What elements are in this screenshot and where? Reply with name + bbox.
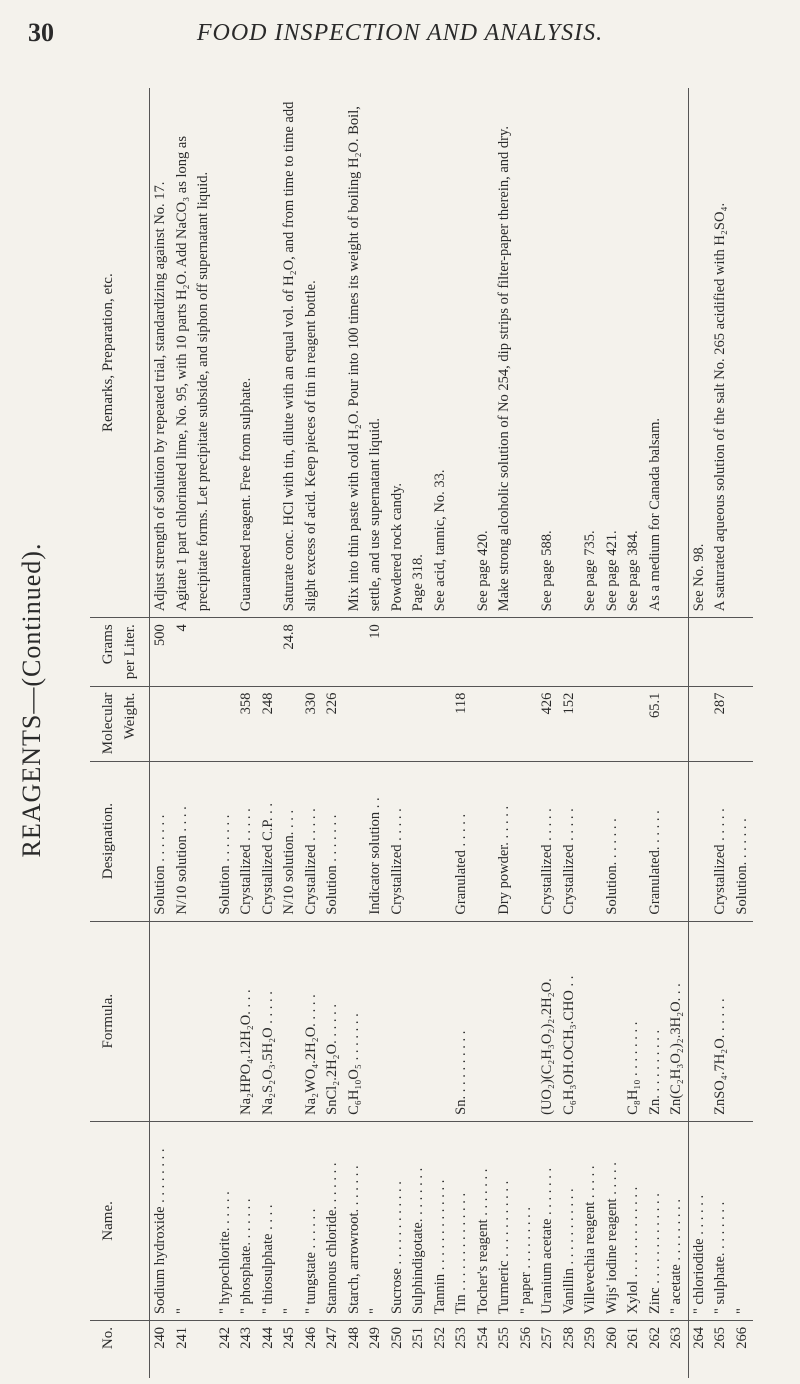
- table-row: [150, 88, 237, 1378]
- cell-grams: 10: [344, 618, 387, 686]
- cell-remarks: See page 588. See page 735. See page 421. See page 384. As a medium for Canada balsam.: [516, 88, 689, 618]
- cell-grams: 24.8: [236, 618, 344, 686]
- cell-grams: [688, 618, 753, 686]
- table-row: [688, 88, 753, 1378]
- cell-name: Starch, arrowroot. . . . . . . ": [344, 1121, 387, 1320]
- header-grams-per-liter: Grams per Liter.: [90, 618, 150, 686]
- reagents-table-rotated: [90, 88, 780, 1378]
- table-row: [516, 88, 689, 1378]
- cell-molecular-weight: 118: [387, 686, 516, 761]
- cell-name: " paper . . . . . . . . . Uranium acetate . . . . . . . Vanillin . . . . . . . . . . . Villevechia reagent . . . . . Wijs' iodine reagent . . . . . Xylol . . . . . . . . . . . . . Zinc . . . . . . . . . . . . . " acetate . . . . . . . . .: [516, 1121, 689, 1320]
- header-molecular-weight: Molecular Weight.: [90, 686, 150, 761]
- header-designation: Designation.: [90, 761, 150, 921]
- side-title: REAGENTS—(Continued).: [17, 542, 46, 858]
- header-formula: Formula.: [90, 921, 150, 1121]
- header-row: [90, 88, 150, 1378]
- cell-grams: [516, 618, 689, 686]
- cell-designation: Crystallized . . . . . Crystallized C.P. . . N/10 solution. . . . Crystallized . . . . . Solution . . . . . . .: [236, 761, 344, 921]
- cell-formula: ZnSO₄.7H₂O. . . . . .: [688, 921, 753, 1121]
- table-row: [344, 88, 387, 1378]
- cell-name: " chloriodide . . . . . . " sulphate. . . . . . . . ": [688, 1121, 753, 1320]
- cell-remarks: See No. 98. A saturated aqueous solution of the salt No. 265 acidified with H₂SO₄.: [688, 88, 753, 618]
- cell-name: Sodium hydroxide . . . . . . . . " " hypochlorite. . . . . .: [150, 1121, 237, 1320]
- cell-no: 248 249: [345, 1326, 383, 1349]
- reagents-table: [90, 88, 753, 1378]
- cell-name: " phosphate. . . . . . . " thiosulphate . . . . " " tungstate . . . . . . Stannous chloride. . . . . . .: [236, 1121, 344, 1320]
- cell-molecular-weight: [344, 686, 387, 761]
- header-no: No.: [90, 1320, 150, 1378]
- cell-remarks: Mix into thin paste with cold H₂O. Pour into 100 times its weight of boiling H₂O. Boil, settle, and use supernatant liquid.: [344, 88, 387, 618]
- cell-designation: Indicator solution . .: [344, 761, 387, 921]
- cell-designation: Crystallized . . . . . Granulated . . . . . Dry powder. . . . . .: [387, 761, 516, 921]
- cell-remarks: Adjust strength of solution by repeated trial, standardizing against No. 17. Agitate 1 part chlorinated lime, No. 95, with 10 parts H₂O. Add NaCO₃ as long as precipitate forms. Let precipitate subside, and siphon off supernatant liquid.: [150, 88, 237, 618]
- cell-no: 264 265 266: [688, 1320, 753, 1378]
- cell-remarks: Powdered rock candy. Page 318. See acid, tannic, No. 33. See page 420. Make strong alcoholic solution of No 254, dip strips of filter-paper therein, and dry.: [387, 88, 516, 618]
- cell-no: 256 257 258 259 260 261 262 263: [517, 1326, 684, 1349]
- reagents-table-region: [90, 88, 780, 1378]
- page-number: 30: [28, 18, 54, 47]
- cell-formula: Na₂HPO₄.12H₂O. . . . Na₂S₂O₃.5H₂O . . . . . Na₂WO₄.2H₂O. . . . . SnCl₂.2H₂O. . . . . .: [236, 921, 344, 1121]
- cell-no: 240 241 242: [152, 1326, 233, 1349]
- cell-designation: Crystallized . . . . . Crystallized . . . . . Solution. . . . . . . Granulated. . . . . .: [516, 761, 689, 921]
- cell-molecular-weight: [150, 686, 237, 761]
- table-row: [236, 88, 344, 1378]
- cell-designation: Crystallized . . . . . Solution. . . . . . .: [688, 761, 753, 921]
- running-head: FOOD INSPECTION AND ANALYSIS.: [196, 20, 604, 46]
- cell-no: 243 244 245 246 247: [238, 1326, 340, 1349]
- cell-formula: (UO₂)(C₂H₃O₂)₂.2H₂O. C₆H₃OH.OCH₃.CHO . . C₈H₁₀ . . . . . . . . Zn. . . . . . . . . . Zn(C₂H₃O₂)₂.3H₂O. . .: [516, 921, 689, 1121]
- cell-name: Sucrose . . . . . . . . . . . . Sulphindigotate. . . . . . . . Tannin . . . . . . . . . . . . . Tin . . . . . . . . . . . . . . Tocher's reagent . . . . . . . Turmeric . . . . . . . . . . .: [387, 1121, 516, 1320]
- cell-molecular-weight: 358 248 330 226: [236, 686, 344, 761]
- cell-designation: Solution . . . . . . . N/10 solution . . . . Solution . . . . . . .: [150, 761, 237, 921]
- header-name: Name.: [90, 1121, 150, 1320]
- table-row: [387, 88, 516, 1378]
- header-remarks: Remarks, Preparation, etc.: [90, 88, 150, 618]
- cell-grams: [387, 618, 516, 686]
- cell-formula: [150, 921, 237, 1121]
- cell-molecular-weight: 426 152 65.1: [516, 686, 689, 761]
- cell-formula: Sn. . . . . . . . . .: [387, 921, 516, 1121]
- cell-grams: 500 4: [150, 618, 237, 686]
- cell-formula: C₆H₁₀O₅ . . . . . . .: [344, 921, 387, 1121]
- cell-molecular-weight: 287: [688, 686, 753, 761]
- cell-no: 250 251 252 253 254 255: [388, 1326, 512, 1349]
- cell-remarks: Guaranteed reagent. Free from sulphate. Saturate conc. HCl with tin, dilute with an equal vol. of H₂O, and from time to time add slight excess of acid. Keep pieces of tin in reagent bottle.: [236, 88, 344, 618]
